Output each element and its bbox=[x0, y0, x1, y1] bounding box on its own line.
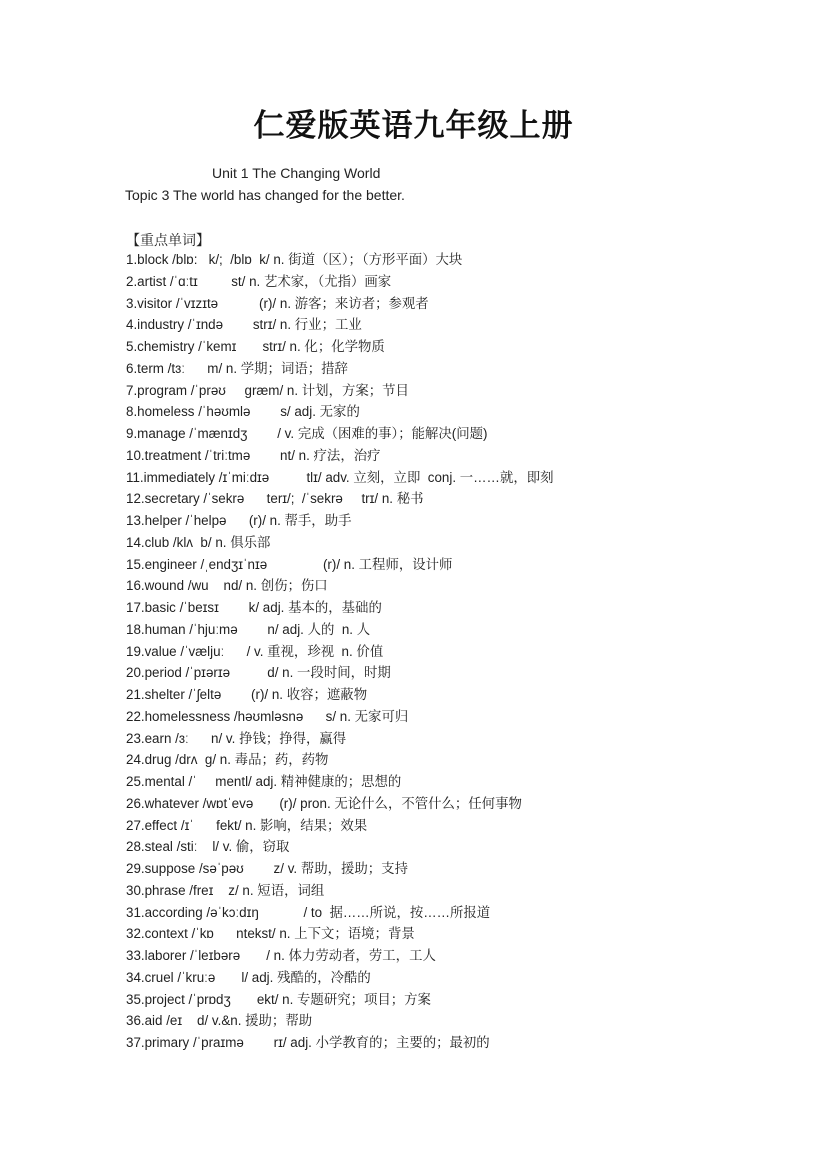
vocab-item: 28.steal /stiː l/ v. 偷，窃取 bbox=[126, 839, 290, 855]
vocab-list bbox=[126, 249, 554, 1054]
vocab-item: 7.program /ˈprəʊ græm/ n. 计划，方案；节目 bbox=[126, 382, 409, 398]
vocab-item: 27.effect /ɪˈ fekt/ n. 影响，结果；效果 bbox=[126, 817, 368, 833]
vocab-item: 35.project /ˈprɒdʒ ekt/ n. 专题研究；项目；方案 bbox=[126, 991, 431, 1007]
vocab-item: 4.industry /ˈɪndə strɪ/ n. 行业；工业 bbox=[126, 317, 362, 333]
vocab-item: 15.engineer /ˌendʒɪˈnɪə (r)/ n. 工程师，设计师 bbox=[126, 556, 453, 572]
vocab-item: 30.phrase /freɪ z/ n. 短语，词组 bbox=[126, 882, 325, 898]
topic-heading: Topic 3 The world has changed for the better. bbox=[125, 187, 405, 203]
vocab-item: 31.according /əˈkɔːdɪŋ / to 据……所说，按……所报道 bbox=[126, 904, 491, 920]
vocab-item: 25.mental /ˈ mentl/ adj. 精神健康的；思想的 bbox=[126, 774, 402, 789]
unit-heading: Unit 1 The Changing World bbox=[212, 165, 381, 181]
vocab-item: 20.period /ˈpɪərɪə d/ n. 一段时间，时期 bbox=[126, 665, 391, 681]
vocab-item: 8.homeless /ˈhəʊmlə s/ adj. 无家的 bbox=[126, 404, 360, 420]
vocab-item: 32.context /ˈkɒ ntekst/ n. 上下文；语境；背景 bbox=[126, 926, 415, 942]
vocab-item: 19.value /ˈvæljuː / v. 重视，珍视 n. 价值 bbox=[126, 643, 384, 659]
vocab-item: 3.visitor /ˈvɪzɪtə (r)/ n. 游客；来访者；参观者 bbox=[126, 295, 429, 311]
vocab-item: 37.primary /ˈpraɪmə rɪ/ adj. 小学教育的；主要的；最初的 bbox=[126, 1035, 490, 1050]
vocab-item: 13.helper /ˈhelpə (r)/ n. 帮手，助手 bbox=[126, 513, 352, 528]
vocab-item: 33.laborer /ˈleɪbərə / n. 体力劳动者，劳工，工人 bbox=[126, 948, 436, 963]
vocab-item: 26.whatever /wɒtˈevə (r)/ pron. 无论什么，不管什么；任何事物 bbox=[126, 795, 522, 811]
vocab-item: 10.treatment /ˈtriːtmə nt/ n. 疗法，治疗 bbox=[126, 447, 381, 463]
vocab-item: 2.artist /ˈɑːtɪ st/ n. 艺术家，（尤指）画家 bbox=[126, 273, 392, 289]
vocab-item: 16.wound /wu nd/ n. 创伤；伤口 bbox=[126, 578, 328, 594]
vocab-item: 29.suppose /səˈpəʊ z/ v. 帮助，援助；支持 bbox=[126, 861, 408, 876]
vocab-item: 1.block /blɒ: k/; /blɒ k/ n. 街道（区）；（方形平面）大块 bbox=[126, 252, 463, 267]
document-title: 仁爱版英语九年级上册 bbox=[253, 108, 574, 144]
vocab-item: 6.term /tɜː m/ n. 学期；词语；措辞 bbox=[126, 360, 348, 376]
vocab-item: 34.cruel /ˈkruːə l/ adj. 残酷的，冷酷的 bbox=[126, 969, 371, 985]
vocab-item: 22.homelessness /həʊmləsnə s/ n. 无家可归 bbox=[126, 708, 409, 724]
vocab-item: 36.aid /eɪ d/ v.&n. 援助；帮助 bbox=[126, 1013, 313, 1029]
vocab-item: 14.club /klʌ b/ n. 俱乐部 bbox=[126, 534, 271, 550]
vocab-item: 11.immediately /ɪˈmiːdɪə tlɪ/ adv. 立刻，立即 conj. 一……就，即刻 bbox=[126, 469, 554, 485]
vocab-item: 17.basic /ˈbeɪsɪ k/ adj. 基本的，基础的 bbox=[126, 600, 382, 615]
vocab-item: 9.manage /ˈmænɪdʒ / v. 完成（困难的事）；能解决(问题) bbox=[126, 426, 488, 441]
vocab-item: 24.drug /drʌ g/ n. 毒品；药，药物 bbox=[126, 752, 329, 768]
vocab-item: 23.earn /ɜː n/ v. 挣钱；挣得，赢得 bbox=[126, 730, 347, 746]
vocab-item: 12.secretary /ˈsekrə terɪ/; /ˈsekrə trɪ/ n. 秘书 bbox=[126, 491, 424, 507]
vocab-item: 21.shelter /ˈʃeltə (r)/ n. 收容；遮蔽物 bbox=[126, 687, 368, 702]
section-heading: 【重点单词】 bbox=[126, 232, 210, 248]
vocab-item: 18.human /ˈhjuːmə n/ adj. 人的 n. 人 bbox=[126, 621, 371, 637]
vocab-item: 5.chemistry /ˈkemɪ strɪ/ n. 化；化学物质 bbox=[126, 339, 385, 354]
